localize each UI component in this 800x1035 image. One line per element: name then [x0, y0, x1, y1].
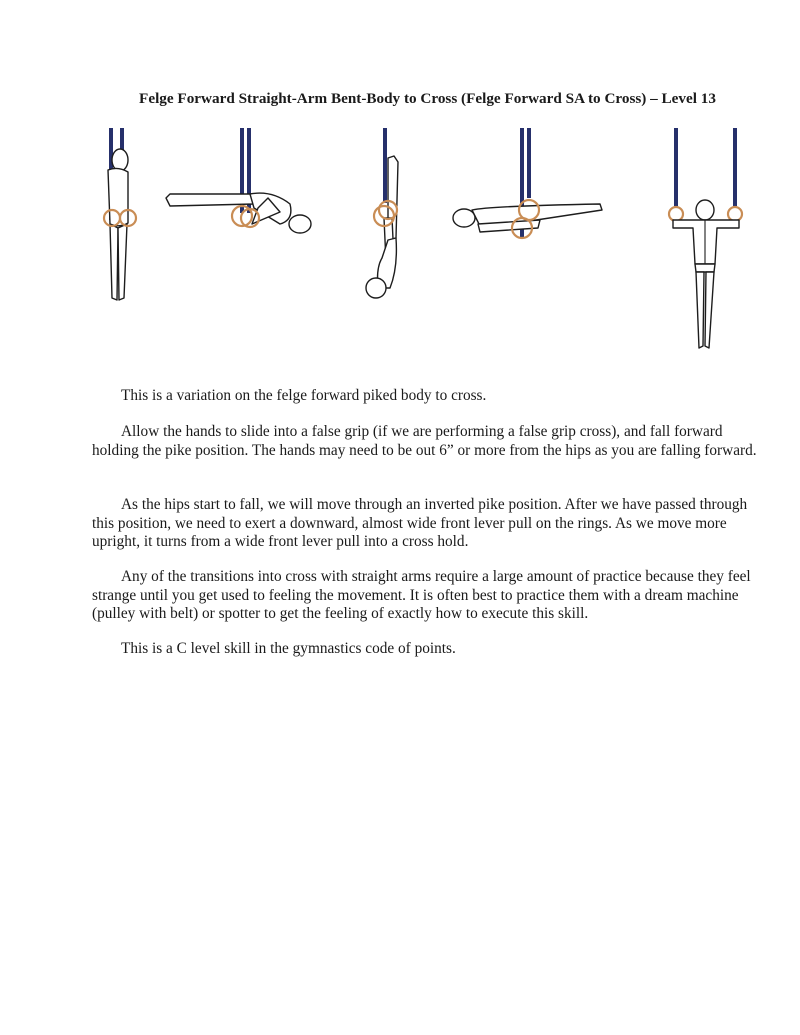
illustration-strip	[90, 128, 780, 358]
figure-cross-hold	[665, 128, 755, 358]
page-title: Felge Forward Straight-Arm Bent-Body to Cross (Felge Forward SA to Cross) – Level 13	[139, 90, 716, 107]
paragraph-text: As the hips start to fall, we will move through an inverted pike position. After we have passed through this position, we need to exert a downward, almost wide front lever pull on the rings. As we move more upright, it turns from a wide front lever pull into a cross hold.	[92, 496, 748, 551]
paragraph	[92, 423, 772, 460]
paragraph	[92, 496, 772, 552]
paragraph-text: This is a variation on the felge forward piked body to cross.	[121, 387, 487, 405]
figure-front-lever-pull	[450, 128, 610, 248]
figure-felge-piked	[162, 128, 322, 248]
paragraph-text: Allow the hands to slide into a false grip (if we are performing a false grip cross), and fall forward holding the pike position. The hands may need to be out 6” or more from the hips as you are falling forward.	[92, 423, 757, 459]
paragraph	[92, 387, 772, 406]
paragraph-text: This is a C level skill in the gymnastics code of points.	[121, 640, 456, 658]
figure-inverted-pike	[360, 128, 420, 308]
figure-hang-start	[98, 128, 148, 308]
paragraph-text: Any of the transitions into cross with straight arms require a large amount of practice because they feel strange until you get used to feeling the movement. It is often best to practice them with a dream machine (pulley with belt) or spotter to get the feeling of exactly how to execute this skill.	[92, 568, 751, 623]
paragraph	[92, 640, 772, 659]
paragraph	[92, 568, 772, 624]
